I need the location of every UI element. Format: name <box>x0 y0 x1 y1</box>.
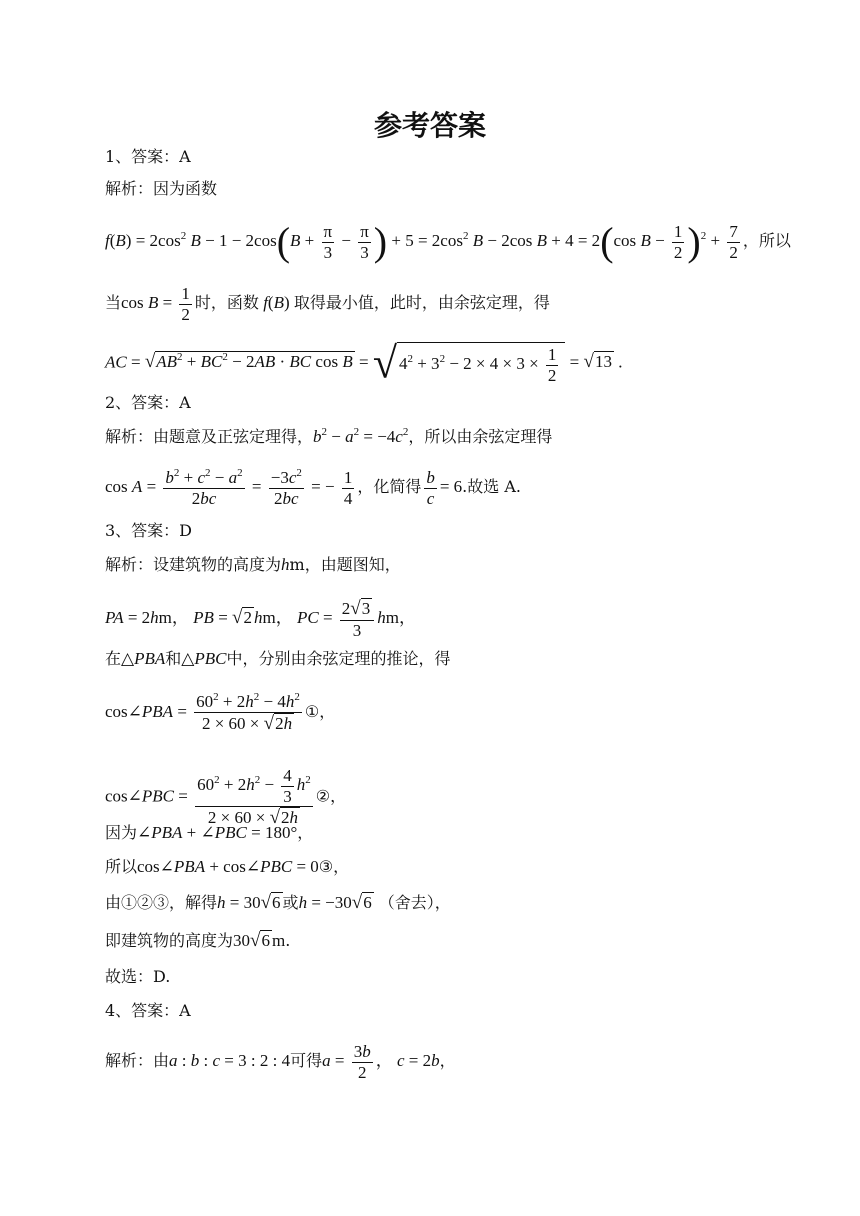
marker-2: ②， <box>315 786 347 806</box>
q2-intro: 解析：由题意及正弦定理得， <box>105 427 314 446</box>
q4-answer: 4、答案：A <box>105 1001 191 1020</box>
q3-height: 即建筑物的高度为30√6 m. <box>105 930 291 951</box>
q1-formula-f: $f(B) = 2\cos^2$ B − 1 − 2cos(B + $\frac{\pi}{3}$ − $\frac{\pi}{3}$ ) + $5 = 2\cos^2$ B − 2cos B + 4 = 2(cos B − $\frac{1}{2}$ )$^2$ + $\frac{7}{2}$ ，所以 <box>105 219 791 265</box>
q2-answer: 2、答案：A <box>105 393 191 412</box>
q3-tri-a: 在 <box>105 649 122 668</box>
q3-because-text: 因为 <box>105 823 138 842</box>
q2-end: .故选 A. <box>462 476 521 496</box>
q3-tri-c: 中，分别由余弦定理的推论，得 <box>226 649 451 668</box>
q3-cos-pbc: cos∠PBC = $60^2 + 2h^2$ − $\frac{4}{3}$ $h^2$ 2 × 60 × √2h ②， <box>105 766 347 829</box>
q3-so: 所以cos∠PBA + cos∠PBC = 0③， <box>105 857 350 876</box>
q4-get: 可得 <box>290 1050 323 1070</box>
q2-simplify: ，化简得 <box>357 476 422 496</box>
q3-discard: （舍去）， <box>378 893 451 912</box>
q1-shi: 时，函数 <box>194 294 259 312</box>
q1-dang: 当 <box>105 294 122 312</box>
page-title: 参考答案 <box>373 109 486 142</box>
q1-suoyi: ，所以 <box>742 230 791 250</box>
q3-from-text: 由①②③，解得 <box>105 893 218 912</box>
q3-triangles: 在△PBA和△PBC中，分别由余弦定理的推论，得 <box>105 649 451 668</box>
q4-intro-line: 解析：由a : b : c = 3 : 2 : 4可得a = $\frac{3b}{2}$ ， c = 2b， <box>105 1042 456 1082</box>
q3-tri-b: 和 <box>165 649 182 668</box>
marker-1: ①， <box>304 702 336 722</box>
q3-height-text: 即建筑物的高度为 <box>105 931 234 950</box>
q3-lengths: PA = 2hm， PB = √2 hm， PC = $\frac{2√3}{3}$ hm， <box>105 598 416 640</box>
q1-qu: 取得最小值，此时，由余弦定理，得 <box>293 294 550 312</box>
q3-intro-b: m，由题图知， <box>289 555 401 574</box>
q3-answer: 3、答案：D <box>105 521 193 540</box>
q1-intro: 解析：因为函数 <box>105 179 218 198</box>
q3-choice: 故选：D. <box>105 967 171 986</box>
q1-answer: 1、答案：A <box>105 147 191 166</box>
q4-intro: 解析：由 <box>105 1050 170 1070</box>
q1-min-line: 当cos B = $\frac{1}{2}$ 时，函数 f(B) 取得最小值，此时，由余弦定理，得 <box>105 284 550 324</box>
q2-formula-cos: cos A = $\frac{b^2 + c^2 - a^2}{2bc}$ = $\frac{-3c^2}{2bc}$ = − $\frac{1}{4}$ ，化简得 $\frac{b}{c}$ = 6.故选 A. <box>105 467 521 508</box>
q2-intro-line: 解析：由题意及正弦定理得，$b^2 - a^2 = -4c^2$，所以由余弦定理得 <box>105 426 553 446</box>
q3-intro-line: 解析：设建筑物的高度为hm，由题图知， <box>105 555 401 574</box>
q1-formula-ac: AC = $√AB^2 + BC^2 - 2AB$ · BC cos B = √ $4^2 + 3^2 - 2 \times 4 \times 3$ × $\frac{1}{2}$ = √13 . <box>105 338 623 388</box>
q3-because: 因为∠PBA + ∠PBC = 180°， <box>105 823 314 842</box>
q3-cos-pba: cos∠PBA = $\frac{60^2 + 2h^2 - 4h^2}{2 \times 60 \times √2h}$ ①， <box>105 691 336 734</box>
q3-solve: 由①②③，解得h = 30√6 或h = −30√6 （舍去）， <box>105 892 451 913</box>
q3-so-text: 所以 <box>105 857 138 876</box>
q2-mid: ，所以由余弦定理得 <box>408 427 553 446</box>
marker-3: ③， <box>318 857 350 876</box>
q3-intro-a: 解析：设建筑物的高度为 <box>105 555 282 574</box>
q3-or-text: 或 <box>282 893 299 912</box>
